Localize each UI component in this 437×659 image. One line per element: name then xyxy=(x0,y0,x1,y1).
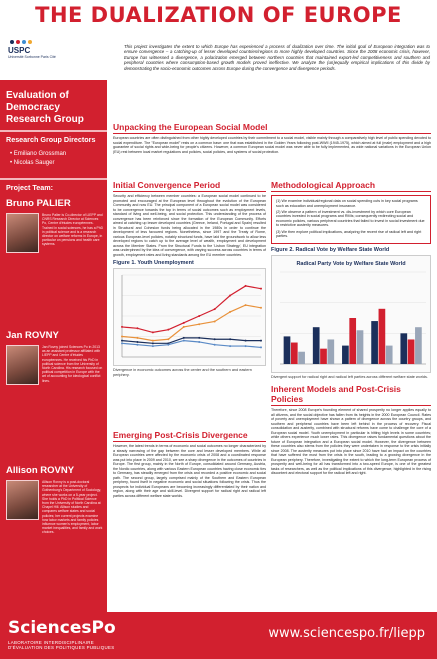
data-point xyxy=(245,345,247,347)
method-item: (3) We then explore political implications, analyzing the recent rise of radical left and right parties. xyxy=(276,229,422,239)
footer-subtitle-line: LABORATOIRE INTERDISCIPLINAIRE xyxy=(8,640,94,645)
project-team-heading: Project Team: xyxy=(6,183,53,192)
sidebar xyxy=(0,80,107,612)
bar xyxy=(342,346,349,364)
section-title: Inherent Models and Post-Crisis Policies xyxy=(271,384,401,404)
logo-name: USPC xyxy=(8,46,31,55)
data-point xyxy=(183,337,185,339)
section-rule xyxy=(113,441,266,442)
data-point xyxy=(136,327,138,329)
research-group-name: Evaluation of Democracy Research Group xyxy=(6,90,84,125)
data-point xyxy=(229,338,231,340)
data-point xyxy=(198,315,200,317)
section-text: European countries are often distinguished from other highly developed countries by their commitment to a social model, visible mainly through a comparatively high level of public spending devoted to social expenditure. The "European model" rests on a common base: one that was established in the Golden Years following post-WWII (1945-1975), which aimed at full (male) employment and a high guarantee of social rights and wide-being for people's citizens. However, a common European social model was never able to be fully implemented, as wide national variations in the European Union (EU) rest between local market regulations and policies, social policies, and systems of social protection. xyxy=(113,136,431,154)
data-point xyxy=(121,336,123,338)
bar xyxy=(386,346,393,364)
bar xyxy=(284,337,291,365)
team-member xyxy=(6,465,106,535)
bar xyxy=(415,327,422,364)
bar xyxy=(408,340,415,365)
member-photo xyxy=(6,345,39,385)
member-name: Jan ROVNY xyxy=(6,330,59,341)
data-point xyxy=(245,340,247,342)
data-point xyxy=(136,341,138,343)
data-point xyxy=(198,323,200,325)
section-text: Therefore, since 2008 Europe's founding element of shared prosperity no longer applies equally to all citizens, and the social objective has fallen from its heights in the 2000 European Council. Rates of poverty and unemployment have shown a pattern of divergence across the country groups, and southern and peripheral countries have been left behind in the process of recovery. Fiscal consolidation and austerity, combined with structural reforms have come to challenge the core of a European social model. Youth unemployment in particular is hitting high levels in some countries; while others experience much lower rates. This divergence raises fundamental questions about the future of European integration and a European social model. However, the divergence between these countries also stems from the policies they were undertaken in response to the crisis initially since 2008. The austerity measures put into place since 2010 have had an impact on the countries that have suffered the most from the crisis in the south, leading to a growing divergence in the European periphery. Therefore, investigating the extent to which the long-term European process of prosperity and well-being for all has transformed into a two-speed Europe, is one of the greatest tasks of researchers, as well as the political implications of this divergence, highlighted in the rising discontent and electoral support for the radical left and right. xyxy=(271,408,431,475)
member-bio: Allison Rovny is a post-doctoral researcher at the University of Gothenburg's Department of Sociology, where she works on a 5-year project. She holds a PhD in Political Science from the University of North Carolina at Chapel Hill. Allison studies and compares welfare states and social policies; her current projects examine how labor markets and family policies influence women's employment, labor market inequalities, and family and work choices. xyxy=(42,480,103,535)
team-member xyxy=(6,198,106,247)
data-point xyxy=(260,340,262,342)
footer-subtitle xyxy=(8,640,114,651)
bar xyxy=(320,349,327,364)
data-point xyxy=(152,340,154,342)
figure-youth-unemployment xyxy=(113,268,266,366)
data-point xyxy=(136,337,138,339)
data-point xyxy=(152,342,154,344)
section-text: Security and efficiency between member countries: a European social model continued to be promoted and encouraged at the European level throughout the evolution of the European Community and now EU. The principal component of a European social model was considered to be convergence towards the top in terms of social outcomes such as employment levels, standard of living and well-being, and social protection. This understanding of the process of convergence has been reinforced since the formation of the European Community. Efforts aimed at catching up lesser developed countries (Greece, Ireland, Portugal and Spain) resulted in Structural and Cohesion funds being allocated in the 1980s in order to continue the development of less favoured regions. Nonetheless, since 1997 and the Treaty of Rome, various European-level policies, notably structural funds, have laid the groundwork to allow less developed regions to catch up to the average level of wealth, employment and development across the Member States. From the Structural Funds to the 'Lisbon Strategy', EU integration was underpinned by the idea of convergence, with varying success across countries in terms of growth, employment rates and living standards among the EU member countries. xyxy=(113,194,266,257)
data-point xyxy=(152,331,154,333)
divider xyxy=(0,130,107,132)
data-point xyxy=(183,322,185,324)
footer xyxy=(0,612,437,659)
member-photo xyxy=(6,480,39,520)
bar xyxy=(371,321,378,364)
bar xyxy=(313,327,320,364)
logo-subtitle: Université Sorbonne Paris Cité xyxy=(8,55,56,59)
bar xyxy=(379,309,386,364)
bar xyxy=(349,318,356,364)
bar xyxy=(291,343,298,364)
section-title: Unpacking the European Social Model xyxy=(113,122,268,132)
data-point xyxy=(260,307,262,309)
data-point xyxy=(229,345,231,347)
member-bio: Jan Rovny joined Sciences Po in 2013 as an assistant professor affiliated with LIEPP and Centre d'études européennes. He received his PhD in political science from the University of North Carolina. His research focused on political competition in Europe with the art of accounting for ideological conflict lines. xyxy=(42,345,103,383)
figure-caption: Figure 1. Youth Unemployment xyxy=(113,260,194,266)
series-line xyxy=(122,305,261,341)
method-item: (2) We observe a pattern of investment vs. dis-investment by which core European countries invested in social programs and RMIs; consequently redirecting social and economic policies, various peripheral countries that failed to invest in social investment due to restrictive austerity measures. xyxy=(276,209,425,228)
poster-title: THE DUALIZATION OF EUROPE xyxy=(35,3,402,27)
team-member xyxy=(6,330,106,383)
figure-note: Divergence in economic outcomes across the center and the southern and eastern periphery. xyxy=(113,368,252,377)
data-point xyxy=(167,329,169,331)
director-item: • Emiliano Grossman xyxy=(10,150,105,159)
section-rule xyxy=(271,405,431,406)
data-point xyxy=(183,340,185,342)
section-emerging xyxy=(113,430,266,498)
logo-dots xyxy=(10,40,58,44)
data-point xyxy=(121,342,123,344)
section-rule xyxy=(113,133,431,134)
figure-caption: Figure 2. Radical Vote by Welfare State World xyxy=(271,247,390,254)
director-item: • Nicolas Sauger xyxy=(10,159,105,168)
data-point xyxy=(214,320,216,322)
figure-radical-vote xyxy=(271,255,431,373)
bar xyxy=(400,334,407,365)
section-title: Emerging Post-Crisis Divergence xyxy=(113,430,248,440)
section-method xyxy=(271,180,431,380)
data-point xyxy=(198,341,200,343)
data-point xyxy=(152,345,154,347)
data-point xyxy=(245,285,247,287)
sciencespo-logo: SciencesPo xyxy=(8,618,116,638)
footer-url[interactable]: www.sciencespo.fr/liepp xyxy=(268,626,425,641)
youth-unemployment-chart xyxy=(114,269,265,365)
section-text: However, the latest trends in terms of economic and social outcomes no longer characterized by a steady narrowing of the gap between the core and lesser developed members. While all European countries were affected by the economic crisis of 2008 and a coordinated response was put into place in 2009 and 2010, we see a sharp divergence in the outcomes of countries in Europe. The first group, mainly in the North of Europe, consolidated around Germany, Austria, the Nordic countries, along with various Eastern European countries having close economic ties to Germany, has steadily emerged from the crisis and recorded a positive economic and social path. The second group, largely comprised mainly of the Southern and Eastern European periphery, found itself in negative economic and social situations following the crisis. Thus the prospects for individual Europeans are becoming increasingly differentiated by their nation and region, along with their age and skill-level. Divergent support for radical right and radical left parties across different welfare state worlds. xyxy=(113,444,266,498)
data-point xyxy=(214,308,216,310)
section-rule xyxy=(113,191,266,192)
figure-note: Divergent support for radical right and radical left parties across different welfare state worlds. xyxy=(271,375,428,380)
section-title: Initial Convergence Period xyxy=(113,180,221,190)
footer-subtitle-line: D'ÉVALUATION DES POLITIQUES PUBLIQUES xyxy=(8,645,115,651)
section-convergence xyxy=(113,180,266,377)
section-inherent xyxy=(271,384,431,476)
member-bio: Bruno Palier is Co-director of LIEPP and CNRS Research Director at Sciences Po, Centre d'études européennes. Trained in social sciences, he has a PhD in political science and is a research director on welfare reforms in Europe, in particular on pensions and health care systems. xyxy=(42,213,104,247)
data-point xyxy=(183,326,185,328)
member-name: Allison ROVNY xyxy=(6,465,75,476)
radical-vote-chart xyxy=(272,256,430,372)
divider xyxy=(0,178,107,180)
member-name: Bruno PALIER xyxy=(6,198,71,209)
method-box xyxy=(271,195,431,244)
section-rule xyxy=(271,191,431,192)
data-point xyxy=(229,295,231,297)
section-title: Methodological Approach xyxy=(271,180,376,190)
uspc-logo xyxy=(8,40,58,74)
bar xyxy=(298,352,305,364)
directors-list xyxy=(10,150,105,168)
chart-title: Radical Party Vote by Welfare State World xyxy=(296,261,406,268)
data-point xyxy=(245,304,247,306)
data-point xyxy=(260,346,262,348)
data-point xyxy=(260,288,262,290)
data-point xyxy=(214,338,216,340)
data-point xyxy=(214,344,216,346)
data-point xyxy=(136,344,138,346)
data-point xyxy=(167,338,169,340)
member-photo xyxy=(6,213,39,253)
data-point xyxy=(167,344,169,346)
bar xyxy=(357,331,364,365)
data-point xyxy=(121,326,123,328)
method-item: (1) We examine individual/regional data on social spending cuts in key social programs such as education and unemployment insurance. xyxy=(276,199,418,208)
intro-text: This project investigates the extent to which Europe has experienced a process of dualization over time. The initial goal of European integration was to ensure convergence – a catching-up of lesser developed countries/regions to more highly developed countries. Since the 2008 economic crisis, however, Europe has witnessed a divergence, a polarization emerged between northern countries that maintained export-led competitiveness and southern and peripheral countries where consumption-based growth models proved ineffective. We analyze the (un)equally empirical implications of this divide by demonstrating the socio-economic outcomes across Europe during the convergence and divergence periods. xyxy=(124,44,430,71)
data-point xyxy=(121,340,123,342)
bar xyxy=(327,340,334,365)
data-point xyxy=(229,311,231,313)
directors-heading: Research Group Directors xyxy=(6,135,96,144)
section-unpacking xyxy=(113,122,431,154)
series-line xyxy=(122,341,261,348)
data-point xyxy=(198,337,200,339)
